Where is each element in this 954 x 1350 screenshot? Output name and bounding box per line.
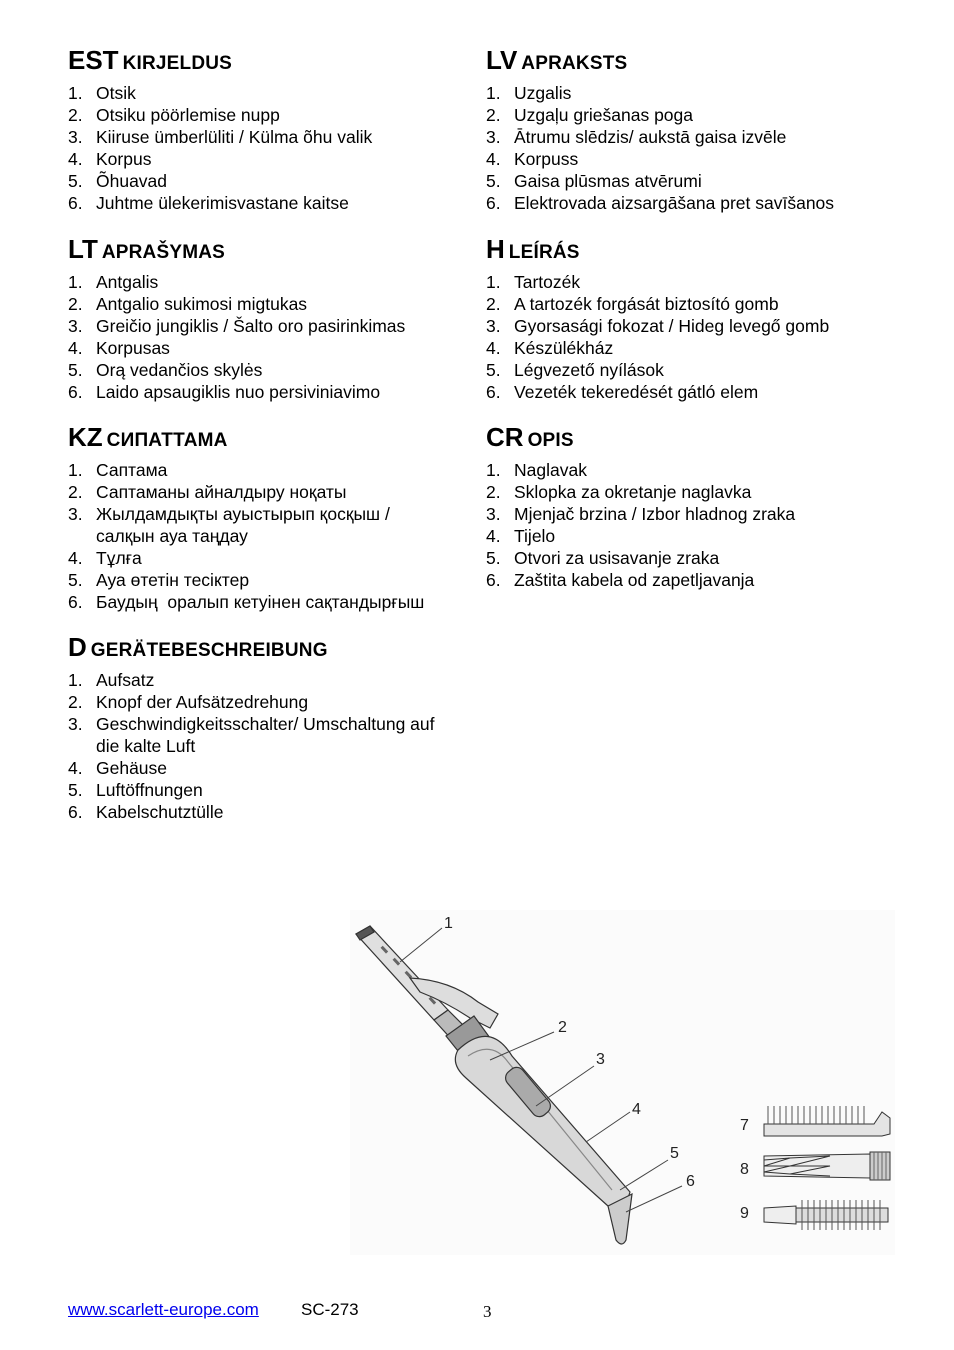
list-item: 6. Zaštita kabela od zapetljavanja [486, 570, 755, 590]
section-d [68, 633, 478, 823]
parts-list [486, 459, 896, 591]
section-heading [486, 423, 896, 455]
list-item: 1. Aufsatz [68, 670, 155, 690]
section-title: KIRJELDUS [122, 53, 233, 74]
list-item: 3. Ātrumu slēdzis/ aukstā gaisa izvēle [486, 127, 787, 147]
section-heading [68, 633, 478, 665]
callout-2: 2 [558, 1019, 567, 1036]
list-item: 5. Ауа өтетін тесіктер [68, 570, 250, 590]
list-item: 1. Tartozék [486, 272, 581, 292]
list-item: 1. Antgalis [68, 272, 159, 292]
parts-list [68, 82, 478, 214]
list-item: 2. Antgalio sukimosi migtukas [68, 294, 308, 314]
list-item: 2. Саптаманы айналдыру ноқаты [68, 482, 347, 502]
page-number: 3 [483, 1302, 492, 1321]
hair-styler-illustration [350, 910, 895, 1255]
section-heading [68, 46, 478, 78]
section-est [68, 46, 478, 214]
list-item: 1. Саптама [68, 460, 168, 480]
parts-list [486, 82, 896, 214]
language-code: LT [68, 234, 98, 264]
website-link[interactable]: www.scarlett-europe.com [68, 1300, 259, 1319]
language-code: EST [68, 45, 119, 75]
list-item: 4. Тұлға [68, 548, 142, 568]
section-title: СИПАТТАМА [106, 430, 228, 451]
list-item: 3. Жылдамдықты ауыстырып қосқыш / салқын ауа таңдау [68, 504, 390, 546]
list-item: 6. Vezeték tekeredését gátló elem [486, 382, 759, 402]
list-item: 1. Otsik [68, 83, 136, 103]
section-kz [68, 423, 478, 613]
section-heading [486, 46, 896, 78]
callout-8: 8 [740, 1161, 749, 1178]
list-item: 3. Gyorsasági fokozat / Hideg levegő gomb [486, 316, 830, 336]
list-item: 3. Greičio jungiklis / Šalto oro pasirinkimas [68, 316, 406, 336]
list-item: 4. Korpusas [68, 338, 170, 358]
list-item: 5. Orą vedančios skylės [68, 360, 263, 380]
callout-6: 6 [686, 1173, 695, 1190]
list-item: 5. Luftöffnungen [68, 780, 203, 800]
section-title: GERÄTEBESCHREIBUNG [90, 640, 328, 661]
language-code: D [68, 632, 87, 662]
list-item: 4. Korpus [68, 149, 152, 169]
section-title: OPIS [527, 430, 574, 451]
list-item: 2. Knopf der Aufsätzedrehung [68, 692, 309, 712]
section-heading [68, 235, 478, 267]
list-item: 2. A tartozék forgását biztosító gomb [486, 294, 779, 314]
section-title: APRAŠYMAS [101, 242, 226, 263]
nozzle-attachment-icon [764, 1152, 890, 1180]
language-code: H [486, 234, 505, 264]
section-title: LEÍRÁS [508, 242, 580, 263]
section-lv [486, 46, 896, 214]
callout-5: 5 [670, 1145, 679, 1162]
list-item: 4. Tijelo [486, 526, 556, 546]
list-item: 4. Készülékház [486, 338, 614, 358]
list-item: 3. Geschwindigkeitsschalter/ Umschaltung auf die kalte Luft [68, 714, 435, 756]
parts-list [486, 271, 896, 403]
callout-7: 7 [740, 1117, 749, 1134]
section-h [486, 235, 896, 403]
list-item: 4. Gehäuse [68, 758, 168, 778]
section-title: APRAKSTS [521, 53, 628, 74]
language-code: LV [486, 45, 518, 75]
list-item: 6. Juhtme ülekerimisvastane kaitse [68, 193, 349, 213]
list-item: 6. Elektrovada aizsargāšana pret savīšanos [486, 193, 835, 213]
list-item: 3. Mjenjač brzina / Izbor hladnog zraka [486, 504, 796, 524]
list-item: 2. Sklopka za okretanje naglavka [486, 482, 752, 502]
list-item: 5. Légvezető nyílások [486, 360, 664, 380]
callout-3: 3 [596, 1051, 605, 1068]
list-item: 6. Kabelschutztülle [68, 802, 224, 822]
list-item: 1. Naglavak [486, 460, 587, 480]
parts-list [68, 459, 478, 613]
parts-list [68, 669, 478, 823]
list-item: 4. Korpuss [486, 149, 579, 169]
list-item: 6. Баудың оралып кетуінен сақтандырғыш [68, 592, 425, 612]
callout-9: 9 [740, 1205, 749, 1222]
callout-4: 4 [632, 1101, 641, 1118]
list-item: 5. Õhuavad [68, 171, 168, 191]
list-item: 3. Kiiruse ümberlüliti / Külma õhu valik [68, 127, 373, 147]
parts-list [68, 271, 478, 403]
language-code: KZ [68, 422, 103, 452]
list-item: 2. Otsiku pöörlemise nupp [68, 105, 280, 125]
callout-1: 1 [444, 915, 453, 932]
list-item: 5. Gaisa plūsmas atvērumi [486, 171, 702, 191]
list-item: 2. Uzgaļu griešanas poga [486, 105, 694, 125]
section-lt [68, 235, 478, 403]
section-heading [486, 235, 896, 267]
section-cr [486, 423, 896, 591]
language-code: CR [486, 422, 524, 452]
list-item: 1. Uzgalis [486, 83, 572, 103]
list-item: 6. Laido apsaugiklis nuo persiviniavimo [68, 382, 381, 402]
section-heading [68, 423, 478, 455]
list-item: 5. Otvori za usisavanje zraka [486, 548, 720, 568]
model-number: SC-273 [301, 1300, 359, 1319]
